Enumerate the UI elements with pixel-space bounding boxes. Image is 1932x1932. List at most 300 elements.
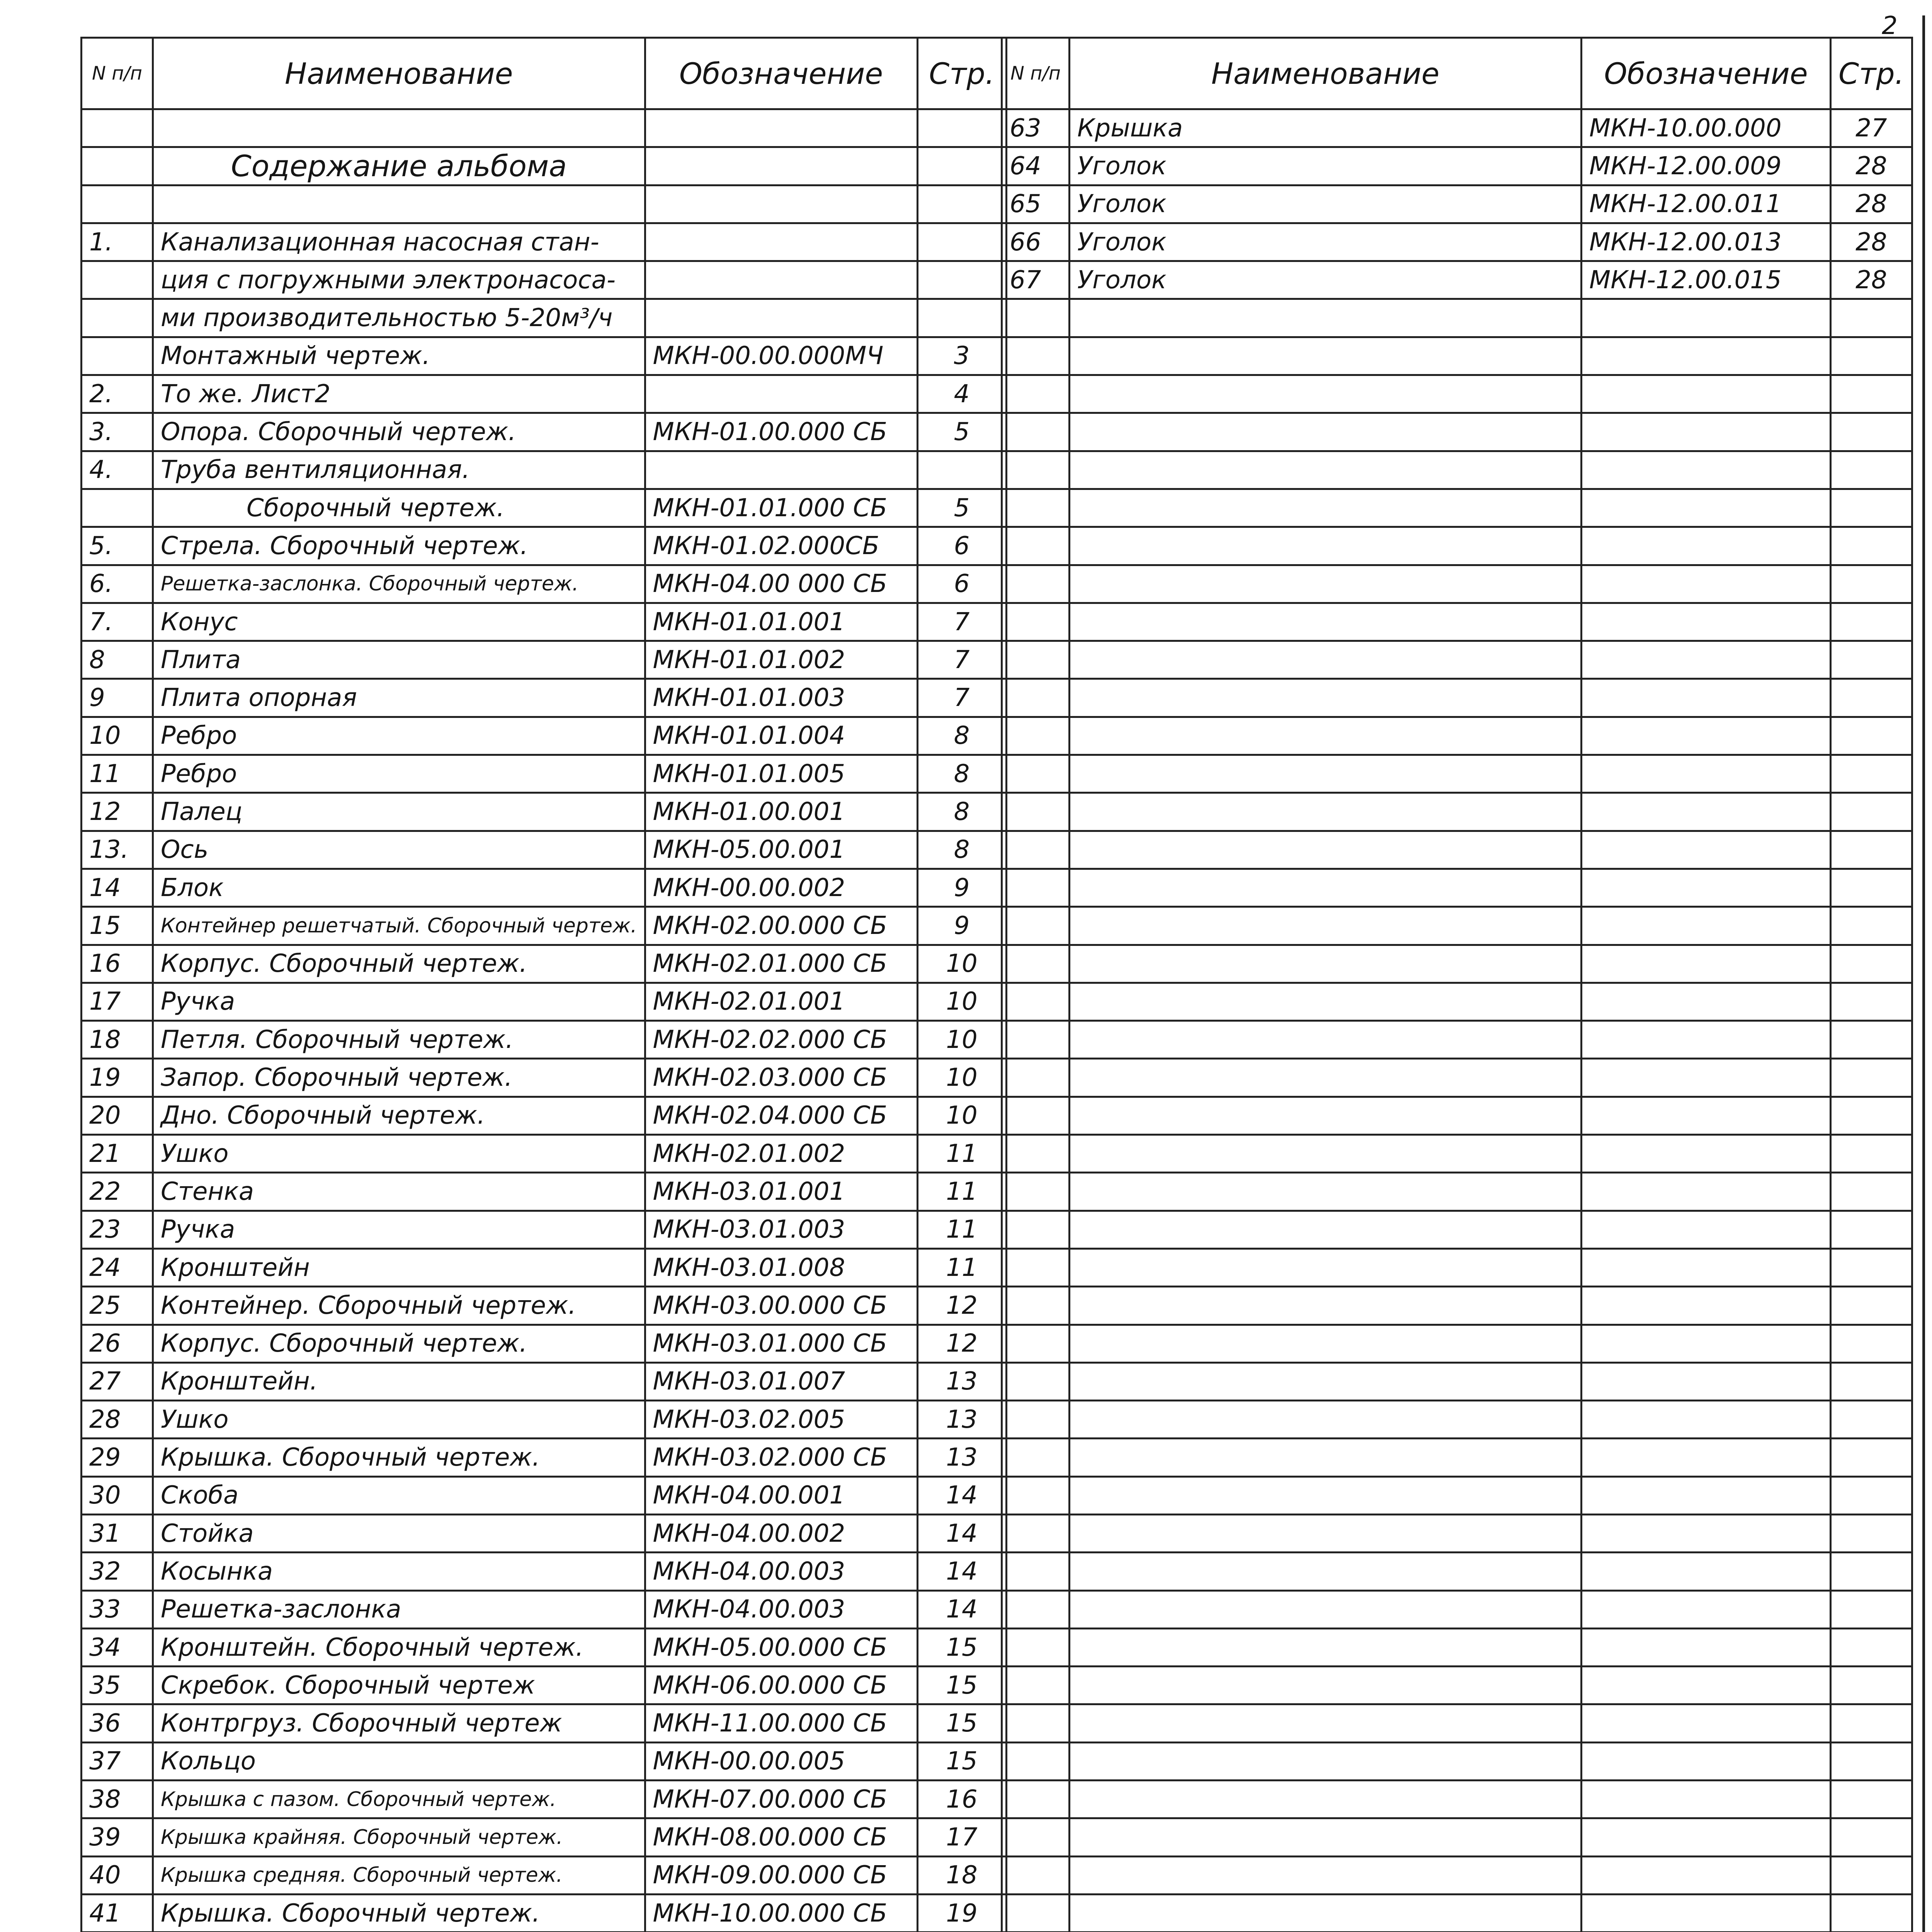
- row-name: Содержание альбома: [153, 147, 645, 185]
- row-number: [1002, 1021, 1070, 1059]
- row-page: [917, 109, 1006, 147]
- row-name: [1070, 1894, 1582, 1932]
- row-page: 11: [917, 1135, 1006, 1173]
- row-name: [1070, 1059, 1582, 1097]
- row-page: [1831, 603, 1912, 641]
- table-row: [1002, 1704, 1912, 1742]
- row-name: [1070, 375, 1582, 413]
- row-name: Уголок: [1070, 147, 1582, 185]
- row-page: [1831, 1553, 1912, 1590]
- row-designation: МКН-01.01.000 СБ: [645, 489, 917, 527]
- row-page: [1831, 1362, 1912, 1400]
- table-row: [82, 1818, 1007, 1856]
- row-designation: [1582, 375, 1831, 413]
- row-page: 15: [917, 1704, 1006, 1742]
- row-page: [917, 451, 1006, 489]
- table-row: [1002, 1742, 1912, 1780]
- row-number: [1002, 1628, 1070, 1666]
- row-name: Ребро: [153, 755, 645, 793]
- row-designation: [1582, 1362, 1831, 1400]
- row-name: [1070, 1590, 1582, 1628]
- table-row: [1002, 641, 1912, 679]
- table-row: [1002, 1476, 1912, 1514]
- row-number: [1002, 831, 1070, 869]
- row-number: 26: [82, 1325, 153, 1362]
- row-designation: [1582, 1211, 1831, 1248]
- row-number: [1002, 1325, 1070, 1362]
- row-page: 11: [917, 1173, 1006, 1211]
- table-row: [82, 1248, 1007, 1286]
- table-row: [82, 793, 1007, 831]
- row-page: [1831, 641, 1912, 679]
- header-num: N п/п: [82, 38, 153, 109]
- table-row: [82, 1401, 1007, 1439]
- row-designation: [1582, 1704, 1831, 1742]
- row-number: [1002, 1590, 1070, 1628]
- row-page: 13: [917, 1401, 1006, 1439]
- table-row: [82, 1135, 1007, 1173]
- table-row: [82, 185, 1007, 223]
- row-name: Стойка: [153, 1514, 645, 1552]
- row-number: 17: [82, 983, 153, 1020]
- row-name: [153, 185, 645, 223]
- row-name: [1070, 1021, 1582, 1059]
- row-designation: МКН-12.00.013: [1582, 223, 1831, 261]
- row-name: [1070, 831, 1582, 869]
- row-designation: МКН-07.00.000 СБ: [645, 1781, 917, 1818]
- table-row: [1002, 1287, 1912, 1325]
- row-name: Крышка. Сборочный чертеж.: [153, 1439, 645, 1476]
- row-name: Стенка: [153, 1173, 645, 1211]
- row-name: Уголок: [1070, 223, 1582, 261]
- row-number: [1002, 1401, 1070, 1439]
- table-row: [1002, 261, 1912, 299]
- row-number: [1002, 679, 1070, 717]
- row-name: Крышка средняя. Сборочный чертеж.: [153, 1856, 645, 1894]
- row-number: 6.: [82, 565, 153, 603]
- row-page: 19: [917, 1894, 1006, 1932]
- row-page: 12: [917, 1325, 1006, 1362]
- row-page: 10: [917, 983, 1006, 1020]
- row-number: 22: [82, 1173, 153, 1211]
- row-designation: [1582, 869, 1831, 906]
- row-number: 66: [1002, 223, 1070, 261]
- row-designation: МКН-02.03.000 СБ: [645, 1059, 917, 1097]
- row-number: 40: [82, 1856, 153, 1894]
- row-number: [1002, 983, 1070, 1020]
- table-row: [1002, 679, 1912, 717]
- table-row: [82, 337, 1007, 375]
- table-row: [1002, 1818, 1912, 1856]
- table-row: [82, 1894, 1007, 1932]
- row-number: [1002, 1287, 1070, 1325]
- row-name: [1070, 489, 1582, 527]
- row-page: 28: [1831, 261, 1912, 299]
- row-number: 18: [82, 1021, 153, 1059]
- row-number: 29: [82, 1439, 153, 1476]
- row-page: 5: [917, 413, 1006, 451]
- row-number: 25: [82, 1287, 153, 1325]
- row-name: [1070, 1287, 1582, 1325]
- row-page: 6: [917, 565, 1006, 603]
- row-page: [1831, 1476, 1912, 1514]
- row-designation: МКН-04.00 000 СБ: [645, 565, 917, 603]
- row-number: [1002, 1742, 1070, 1780]
- row-designation: [1582, 907, 1831, 945]
- table-row: [82, 527, 1007, 565]
- row-designation: [1582, 1287, 1831, 1325]
- row-page: 10: [917, 1059, 1006, 1097]
- row-designation: МКН-02.00.000 СБ: [645, 907, 917, 945]
- table-row: [82, 1667, 1007, 1704]
- row-page: [917, 223, 1006, 261]
- header-page: Стр.: [1831, 38, 1912, 109]
- row-number: [1002, 945, 1070, 983]
- row-name: Кронштейн. Сборочный чертеж.: [153, 1628, 645, 1666]
- table-row: [1002, 1097, 1912, 1134]
- table-row: [82, 831, 1007, 869]
- row-number: [1002, 527, 1070, 565]
- row-page: 27: [1831, 109, 1912, 147]
- row-number: [82, 147, 153, 185]
- row-designation: МКН-03.02.005: [645, 1401, 917, 1439]
- table-row: [1002, 1894, 1912, 1932]
- table-row: [82, 1173, 1007, 1211]
- table-header: [82, 38, 1007, 109]
- row-designation: [1582, 1553, 1831, 1590]
- row-number: 16: [82, 945, 153, 983]
- row-number: 5.: [82, 527, 153, 565]
- row-page: 5: [917, 489, 1006, 527]
- row-page: 18: [917, 1856, 1006, 1894]
- table-row: [82, 1590, 1007, 1628]
- table-row: [82, 679, 1007, 717]
- table-row: [82, 1325, 1007, 1362]
- row-designation: [1582, 641, 1831, 679]
- row-name: Ушко: [153, 1401, 645, 1439]
- table-row: [82, 1628, 1007, 1666]
- row-name: [1070, 869, 1582, 906]
- row-page: [1831, 1287, 1912, 1325]
- row-number: [82, 261, 153, 299]
- row-page: 28: [1831, 147, 1912, 185]
- header-designation: Обозначение: [1582, 38, 1831, 109]
- row-page: 14: [917, 1514, 1006, 1552]
- row-page: [917, 185, 1006, 223]
- row-name: [1070, 1211, 1582, 1248]
- row-designation: МКН-01.01.003: [645, 679, 917, 717]
- table-row: [1002, 907, 1912, 945]
- row-designation: [1582, 793, 1831, 831]
- row-designation: МКН-10.00.000: [1582, 109, 1831, 147]
- row-number: 38: [82, 1781, 153, 1818]
- row-name: Контргруз. Сборочный чертеж: [153, 1704, 645, 1742]
- table-row: [1002, 1553, 1912, 1590]
- row-designation: МКН-04.00.001: [645, 1476, 917, 1514]
- row-designation: [645, 375, 917, 413]
- table-row: [1002, 1781, 1912, 1818]
- row-designation: [1582, 1097, 1831, 1134]
- row-designation: [1582, 565, 1831, 603]
- row-page: 7: [917, 603, 1006, 641]
- row-page: [1831, 1135, 1912, 1173]
- table-row: [82, 1742, 1007, 1780]
- table-row: [1002, 1628, 1912, 1666]
- row-page: [1831, 489, 1912, 527]
- row-designation: МКН-03.01.003: [645, 1211, 917, 1248]
- frame-border: [1922, 15, 1925, 1932]
- row-designation: МКН-01.01.005: [645, 755, 917, 793]
- row-name: Петля. Сборочный чертеж.: [153, 1021, 645, 1059]
- table-row: [82, 1059, 1007, 1097]
- row-page: [1831, 337, 1912, 375]
- header-designation: Обозначение: [645, 38, 917, 109]
- row-designation: МКН-10.00.000 СБ: [645, 1894, 917, 1932]
- row-designation: МКН-03.01.001: [645, 1173, 917, 1211]
- row-number: [82, 489, 153, 527]
- row-page: [917, 147, 1006, 185]
- row-designation: [1582, 1590, 1831, 1628]
- row-name: Сборочный чертеж.: [153, 489, 645, 527]
- row-page: 17: [917, 1818, 1006, 1856]
- row-name: [1070, 603, 1582, 641]
- row-number: 23: [82, 1211, 153, 1248]
- row-number: 1.: [82, 223, 153, 261]
- table-row: [82, 1514, 1007, 1552]
- row-page: [1831, 1856, 1912, 1894]
- row-number: [1002, 1704, 1070, 1742]
- row-name: Решетка-заслонка. Сборочный чертеж.: [153, 565, 645, 603]
- row-designation: МКН-05.00.001: [645, 831, 917, 869]
- row-number: [1002, 755, 1070, 793]
- table-row: [1002, 717, 1912, 755]
- row-page: 8: [917, 717, 1006, 755]
- row-name: [1070, 717, 1582, 755]
- row-name: [1070, 641, 1582, 679]
- table-row: [1002, 1021, 1912, 1059]
- row-number: [1002, 869, 1070, 906]
- row-name: ми производительностью 5-20м³/ч: [153, 299, 645, 337]
- table-row: [82, 413, 1007, 451]
- row-page: [1831, 717, 1912, 755]
- table-row: [1002, 1211, 1912, 1248]
- row-name: [1070, 1628, 1582, 1666]
- row-name: Крышка: [1070, 109, 1582, 147]
- row-number: 21: [82, 1135, 153, 1173]
- row-page: 14: [917, 1553, 1006, 1590]
- row-number: [1002, 1856, 1070, 1894]
- row-name: Кольцо: [153, 1742, 645, 1780]
- row-number: 14: [82, 869, 153, 906]
- row-number: [1002, 1818, 1070, 1856]
- row-designation: [1582, 413, 1831, 451]
- row-page: 3: [917, 337, 1006, 375]
- row-page: [1831, 451, 1912, 489]
- row-designation: [1582, 679, 1831, 717]
- row-designation: МКН-04.00.003: [645, 1553, 917, 1590]
- row-page: [1831, 1325, 1912, 1362]
- table-row: [1002, 1059, 1912, 1097]
- row-name: Запор. Сборочный чертеж.: [153, 1059, 645, 1097]
- row-name: [1070, 413, 1582, 451]
- row-number: [1002, 489, 1070, 527]
- table-row: [82, 109, 1007, 147]
- row-page: 14: [917, 1590, 1006, 1628]
- row-name: [1070, 527, 1582, 565]
- table-row: [82, 451, 1007, 489]
- row-name: Корпус. Сборочный чертеж.: [153, 945, 645, 983]
- row-page: [1831, 831, 1912, 869]
- row-number: [82, 299, 153, 337]
- row-name: [1070, 565, 1582, 603]
- row-page: 28: [1831, 223, 1912, 261]
- row-name: Ушко: [153, 1135, 645, 1173]
- row-page: 8: [917, 793, 1006, 831]
- table-row: [1002, 1248, 1912, 1286]
- row-name: [1070, 1704, 1582, 1742]
- row-designation: [1582, 1856, 1831, 1894]
- row-page: 6: [917, 527, 1006, 565]
- row-number: [1002, 1667, 1070, 1704]
- row-designation: [1582, 1476, 1831, 1514]
- row-page: 13: [917, 1439, 1006, 1476]
- row-page: [1831, 793, 1912, 831]
- row-page: [1831, 1704, 1912, 1742]
- row-designation: МКН-04.00.003: [645, 1590, 917, 1628]
- header-page: Стр.: [917, 38, 1006, 109]
- row-number: 41: [82, 1894, 153, 1932]
- row-number: [1002, 793, 1070, 831]
- row-number: 28: [82, 1401, 153, 1439]
- row-name: Труба вентиляционная.: [153, 451, 645, 489]
- row-name: [1070, 337, 1582, 375]
- row-number: 13.: [82, 831, 153, 869]
- table-row: [82, 869, 1007, 906]
- row-page: [1831, 1173, 1912, 1211]
- row-name: Решетка-заслонка: [153, 1590, 645, 1628]
- row-page: [1831, 679, 1912, 717]
- table-row: [1002, 869, 1912, 906]
- row-designation: МКН-03.01.000 СБ: [645, 1325, 917, 1362]
- row-number: [1002, 1781, 1070, 1818]
- row-name: [1070, 299, 1582, 337]
- row-page: 7: [917, 641, 1006, 679]
- row-number: 27: [82, 1362, 153, 1400]
- row-number: [1002, 1553, 1070, 1590]
- row-name: [1070, 1135, 1582, 1173]
- row-designation: [1582, 1667, 1831, 1704]
- row-page: 9: [917, 907, 1006, 945]
- row-designation: МКН-00.00.005: [645, 1742, 917, 1780]
- table-row: [1002, 1135, 1912, 1173]
- row-designation: [1582, 337, 1831, 375]
- row-number: [1002, 603, 1070, 641]
- row-number: 15: [82, 907, 153, 945]
- row-designation: МКН-02.01.000 СБ: [645, 945, 917, 983]
- row-name: [1070, 945, 1582, 983]
- table-row: [82, 641, 1007, 679]
- row-number: 34: [82, 1628, 153, 1666]
- row-name: Дно. Сборочный чертеж.: [153, 1097, 645, 1134]
- table-row: [82, 299, 1007, 337]
- row-page: [1831, 1439, 1912, 1476]
- row-name: [1070, 983, 1582, 1020]
- row-designation: МКН-01.01.002: [645, 641, 917, 679]
- row-designation: [1582, 1628, 1831, 1666]
- row-name: Монтажный чертеж.: [153, 337, 645, 375]
- row-page: [1831, 299, 1912, 337]
- row-page: 11: [917, 1248, 1006, 1286]
- row-designation: МКН-01.01.001: [645, 603, 917, 641]
- row-page: [1831, 945, 1912, 983]
- row-name: [153, 109, 645, 147]
- header-name: Наименование: [1070, 38, 1582, 109]
- table-row: [82, 375, 1007, 413]
- table-row: [1002, 527, 1912, 565]
- row-designation: [1582, 755, 1831, 793]
- row-name: [1070, 1362, 1582, 1400]
- table-row: [1002, 223, 1912, 261]
- table-row: [82, 1362, 1007, 1400]
- row-name: Контейнер решетчатый. Сборочный чертеж.: [153, 907, 645, 945]
- row-name: Ручка: [153, 1211, 645, 1248]
- row-number: 64: [1002, 147, 1070, 185]
- sheet-number: 2: [1882, 12, 1898, 40]
- row-designation: МКН-00.00.002: [645, 869, 917, 906]
- table-row: [1002, 451, 1912, 489]
- row-designation: МКН-02.01.002: [645, 1135, 917, 1173]
- table-row: [1002, 375, 1912, 413]
- header-num: N п/п: [1002, 38, 1070, 109]
- row-designation: [645, 223, 917, 261]
- row-designation: МКН-03.00.000 СБ: [645, 1287, 917, 1325]
- row-number: [1002, 1439, 1070, 1476]
- row-name: [1070, 1325, 1582, 1362]
- row-name: Корпус. Сборочный чертеж.: [153, 1325, 645, 1362]
- row-name: Палец: [153, 793, 645, 831]
- row-number: 67: [1002, 261, 1070, 299]
- table-row: [82, 1553, 1007, 1590]
- row-name: Стрела. Сборочный чертеж.: [153, 527, 645, 565]
- row-designation: МКН-08.00.000 СБ: [645, 1818, 917, 1856]
- row-page: 15: [917, 1628, 1006, 1666]
- row-name: Уголок: [1070, 185, 1582, 223]
- row-name: Ребро: [153, 717, 645, 755]
- row-designation: МКН-02.04.000 СБ: [645, 1097, 917, 1134]
- row-name: [1070, 451, 1582, 489]
- row-designation: МКН-00.00.000МЧ: [645, 337, 917, 375]
- row-page: [1831, 907, 1912, 945]
- row-designation: [1582, 1021, 1831, 1059]
- row-page: 11: [917, 1211, 1006, 1248]
- row-designation: МКН-12.00.009: [1582, 147, 1831, 185]
- row-name: [1070, 907, 1582, 945]
- row-page: [1831, 1590, 1912, 1628]
- table-row: [1002, 147, 1912, 185]
- row-page: [917, 261, 1006, 299]
- row-number: 39: [82, 1818, 153, 1856]
- row-page: [1831, 1894, 1912, 1932]
- row-designation: [1582, 717, 1831, 755]
- row-page: [1831, 983, 1912, 1020]
- table-row: [82, 1476, 1007, 1514]
- row-page: 15: [917, 1742, 1006, 1780]
- row-number: [1002, 451, 1070, 489]
- table-row: [1002, 1401, 1912, 1439]
- table-row: [82, 1781, 1007, 1818]
- row-number: [1002, 1248, 1070, 1286]
- table-row: [1002, 1667, 1912, 1704]
